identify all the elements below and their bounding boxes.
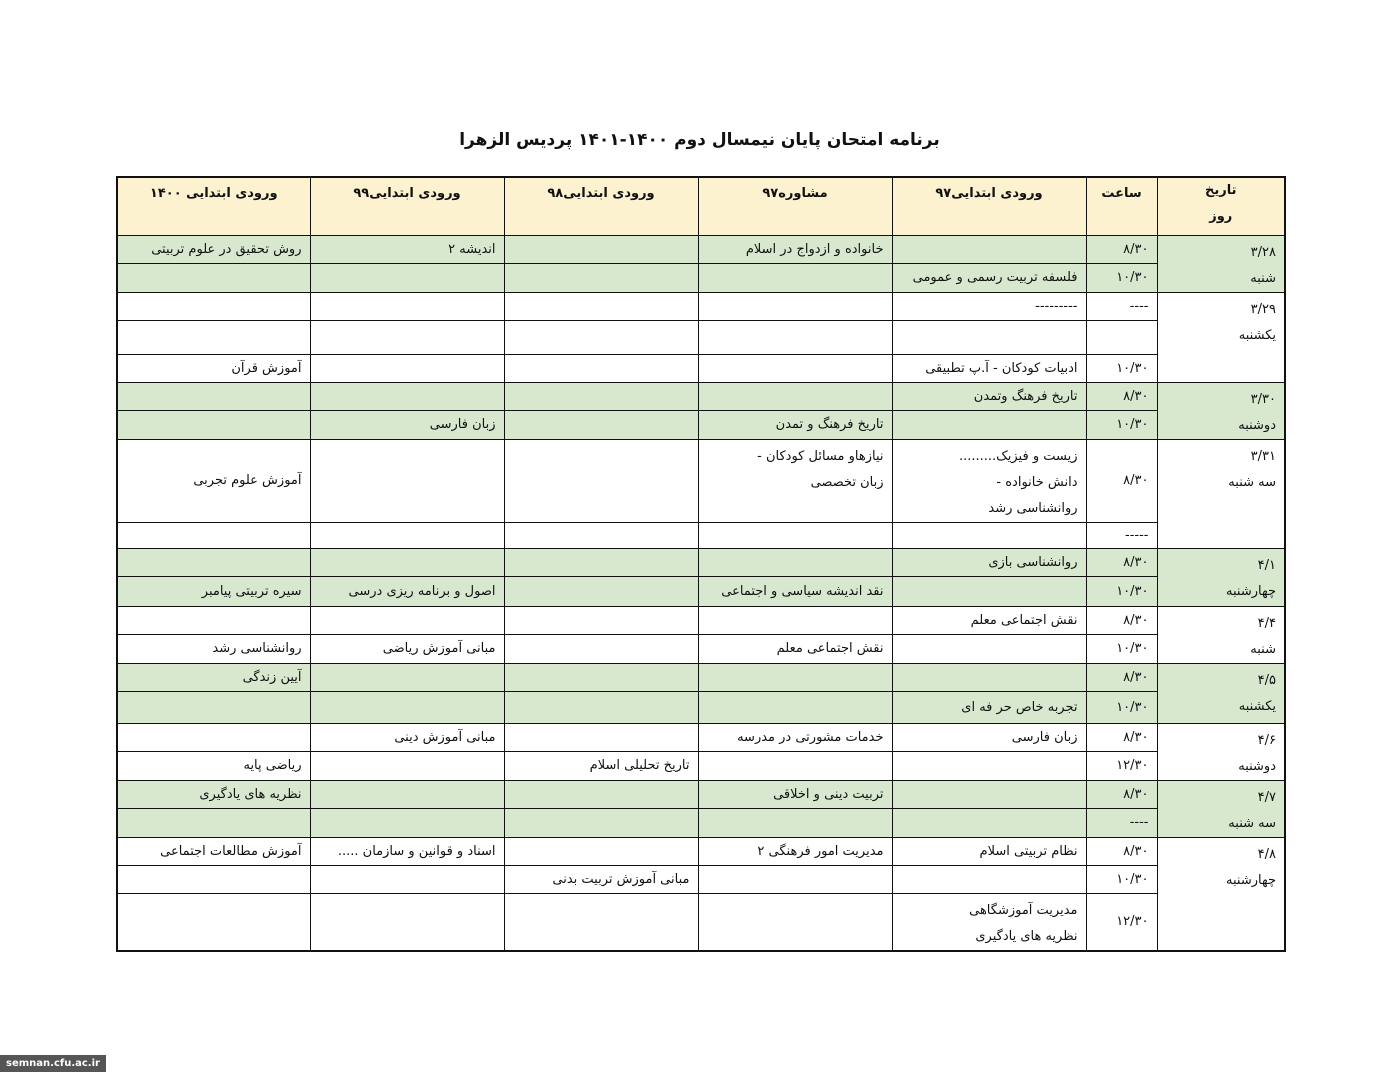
course-cell-c2 [698,292,892,320]
course-cell-c3 [504,354,698,382]
course-cell-c5: آموزش مطالعات اجتماعی [117,837,310,865]
header-col-3: ورودی ابتدایی۹۸ [504,177,698,235]
table-row [117,548,1285,576]
time-cell: ۱۰/۳۰ [1086,691,1157,723]
course-cell-c2: تاریخ فرهنگ و تمدن [698,411,892,440]
time-cell: ۸/۳۰ [1086,439,1157,522]
course-cell-c5 [117,292,310,320]
table-row [117,439,1285,522]
course-cell-c2 [698,752,892,781]
course-cell-c5 [117,320,310,354]
course-cell-c1: زبان فارسی [892,723,1086,752]
date-text: ۴/۸ [1257,846,1276,862]
header-date: تاریخ [1205,183,1237,198]
course-cell-c1 [892,635,1086,664]
course-cell-c1 [892,320,1086,354]
time-cell [1086,320,1157,354]
date-day-cell [1157,606,1285,663]
course-cell-c5: آیین زندگی [117,663,310,691]
date-text: ۳/۳۱ [1250,448,1276,464]
course-cell-c1: --------- [892,292,1086,320]
course-cell-c4 [310,893,504,951]
course-cell-c3 [504,382,698,411]
course-cell-c4 [310,382,504,411]
course-cell-c3 [504,809,698,838]
course-cell-c2 [698,264,892,293]
time-cell: ۱۰/۳۰ [1086,264,1157,293]
day-text: دوشنبه [1238,758,1276,774]
course-cell-c5 [117,382,310,411]
course-cell-c4: زبان فارسی [310,411,504,440]
course-cell-c4 [310,264,504,293]
course-cell-c2: مدیریت امور فرهنگی ۲ [698,837,892,865]
course-cell-c2: خانواده و ازدواج در اسلام [698,235,892,264]
course-cell-c3: تاریخ تحلیلی اسلام [504,752,698,781]
table-row [117,606,1285,635]
course-line: روانشناسی رشد [988,500,1078,516]
course-cell-c2 [698,865,892,893]
time-cell: ۱۰/۳۰ [1086,354,1157,382]
course-cell-c3: مبانی آموزش تربیت بدنی [504,865,698,893]
course-cell-c5 [117,723,310,752]
course-cell-c3 [504,606,698,635]
table-row [117,752,1285,781]
course-cell-c2 [698,382,892,411]
time-cell: ۱۰/۳۰ [1086,411,1157,440]
table-row [117,723,1285,752]
table-row [117,780,1285,809]
course-cell-c2: تربیت دینی و اخلاقی [698,780,892,809]
date-text: ۳/۲۹ [1250,301,1276,317]
course-cell-c4 [310,354,504,382]
course-cell-c4: مبانی آموزش ریاضی [310,635,504,664]
course-cell-c4: اسناد و قوانین و سازمان ..... [310,837,504,865]
course-cell-c5 [117,522,310,548]
course-line: دانش خانواده - [996,474,1078,490]
date-text: ۳/۳۰ [1250,391,1276,407]
time-cell: ۱۲/۳۰ [1086,752,1157,781]
date-day-cell [1157,548,1285,606]
course-cell-c4 [310,548,504,576]
course-cell-c5 [117,691,310,723]
course-cell-c2: نقش اجتماعی معلم [698,635,892,664]
course-cell-c2 [698,439,892,522]
date-text: ۴/۶ [1257,732,1276,748]
course-cell-c5 [117,606,310,635]
course-cell-c3 [504,522,698,548]
day-text: سه شنبه [1228,474,1276,490]
course-cell-c4: اندیشه ۲ [310,235,504,264]
course-cell-c1 [892,522,1086,548]
course-cell-c2 [698,809,892,838]
table-row [117,382,1285,411]
table-row [117,522,1285,548]
course-line: مدیریت آموزشگاهی [969,902,1078,918]
course-cell-c3 [504,235,698,264]
course-cell-c4 [310,439,504,522]
course-cell-c1 [892,439,1086,522]
course-cell-c2: نقد اندیشه سیاسی و اجتماعی [698,576,892,606]
course-cell-c3 [504,411,698,440]
course-cell-c2 [698,522,892,548]
table-row [117,691,1285,723]
course-cell-c3 [504,663,698,691]
time-cell: ۸/۳۰ [1086,382,1157,411]
table-row [117,320,1285,354]
course-cell-c4 [310,292,504,320]
course-cell-c4 [310,865,504,893]
course-cell-c3 [504,292,698,320]
course-cell-c2: خدمات مشورتی در مدرسه [698,723,892,752]
time-cell: ۸/۳۰ [1086,606,1157,635]
course-cell-c5: سیره تربیتی پیامبر [117,576,310,606]
time-cell: ۸/۳۰ [1086,235,1157,264]
time-cell: ---- [1086,809,1157,838]
course-cell-c1 [892,809,1086,838]
page-title: برنامه امتحان پایان نیمسال دوم ۱۴۰۰-۱۴۰۱ پردیس الزهرا [459,130,940,150]
time-cell: ---- [1086,292,1157,320]
time-cell: ۸/۳۰ [1086,663,1157,691]
course-cell-c1 [892,865,1086,893]
table-row [117,292,1285,320]
course-cell-c2 [698,354,892,382]
course-cell-c3 [504,576,698,606]
course-cell-c1 [892,663,1086,691]
day-text: شنبه [1250,270,1276,286]
date-text: ۴/۱ [1257,557,1276,573]
table-row [117,264,1285,293]
day-text: یکشنبه [1238,698,1276,714]
course-cell-c1: فلسفه تربیت رسمی و عمومی [892,264,1086,293]
course-cell-c4 [310,320,504,354]
course-cell-c1 [892,411,1086,440]
course-cell-c4 [310,522,504,548]
course-cell-c5: روانشناسی رشد [117,635,310,664]
course-line: نیازهاو مسائل کودکان - [757,448,884,464]
header-col-5: ورودی ابتدایی ۱۴۰۰ [117,177,310,235]
time-cell: ۱۰/۳۰ [1086,865,1157,893]
course-cell-c4 [310,752,504,781]
time-cell: ۱۰/۳۰ [1086,576,1157,606]
course-cell-c5: روش تحقیق در علوم تربیتی [117,235,310,264]
course-cell-c1: روانشناسی بازی [892,548,1086,576]
header-day: روز [1209,209,1233,224]
date-text: ۴/۵ [1257,672,1276,688]
header-date-day [1157,177,1285,235]
course-cell-c4: اصول و برنامه ریزی درسی [310,576,504,606]
course-cell-c3 [504,439,698,522]
course-cell-c3 [504,264,698,293]
header-time: ساعت [1086,177,1157,235]
course-cell-c1 [892,235,1086,264]
table-row [117,893,1285,951]
course-cell-c5: نظریه های یادگیری [117,780,310,809]
date-day-cell [1157,780,1285,837]
course-cell-c1 [892,780,1086,809]
header-col-2: مشاوره۹۷ [698,177,892,235]
course-cell-c2 [698,893,892,951]
day-text: چهارشنبه [1226,583,1276,599]
course-cell-c5: ریاضی پایه [117,752,310,781]
time-cell: ۸/۳۰ [1086,837,1157,865]
course-cell-c2 [698,320,892,354]
table-row [117,235,1285,264]
day-text: دوشنبه [1238,417,1276,433]
time-cell: ۸/۳۰ [1086,548,1157,576]
time-cell: ۸/۳۰ [1086,723,1157,752]
time-cell: ----- [1086,522,1157,548]
course-cell-c4: مبانی آموزش دینی [310,723,504,752]
course-line: نظریه های یادگیری [975,928,1078,944]
course-cell-c2 [698,691,892,723]
course-cell-c1 [892,752,1086,781]
date-text: ۴/۴ [1257,615,1276,631]
course-cell-c1 [892,576,1086,606]
course-cell-c1: ادبیات کودکان - آ.پ تطبیقی [892,354,1086,382]
header-col-1: ورودی ابتدایی۹۷ [892,177,1086,235]
header-row [117,177,1285,235]
site-watermark: semnan.cfu.ac.ir [0,1055,106,1072]
course-cell-c3 [504,691,698,723]
date-day-cell [1157,235,1285,292]
course-cell-c5 [117,548,310,576]
course-cell-c3 [504,723,698,752]
date-text: ۴/۷ [1257,789,1276,805]
day-text: شنبه [1250,641,1276,657]
course-cell-c3 [504,320,698,354]
course-cell-c5: آموزش علوم تجربی [117,439,310,522]
time-cell: ۱۲/۳۰ [1086,893,1157,951]
course-cell-c3 [504,837,698,865]
course-line: زیست و فیزیک......... [958,448,1078,464]
course-cell-c1: تجربه خاص حر فه ای [892,691,1086,723]
table-row [117,354,1285,382]
course-cell-c3 [504,780,698,809]
day-text: سه شنبه [1228,815,1276,831]
table-row [117,576,1285,606]
course-cell-c3 [504,635,698,664]
table-row [117,865,1285,893]
course-cell-c5 [117,893,310,951]
date-day-cell [1157,439,1285,548]
course-cell-c1 [892,893,1086,951]
course-cell-c1: نظام تربیتی اسلام [892,837,1086,865]
date-text: ۳/۲۸ [1250,244,1276,260]
course-cell-c2 [698,548,892,576]
course-cell-c4 [310,663,504,691]
course-cell-c3 [504,548,698,576]
date-day-cell [1157,723,1285,780]
course-cell-c5 [117,809,310,838]
course-cell-c1: تاریخ فرهنگ وتمدن [892,382,1086,411]
date-day-cell [1157,663,1285,723]
course-cell-c2 [698,606,892,635]
course-cell-c3 [504,893,698,951]
table-row [117,809,1285,838]
exam-schedule-table [116,176,1286,952]
day-text: چهارشنبه [1226,872,1276,888]
course-cell-c5 [117,411,310,440]
time-cell: ۸/۳۰ [1086,780,1157,809]
table-row [117,635,1285,664]
course-cell-c4 [310,691,504,723]
course-cell-c4 [310,809,504,838]
time-cell: ۱۰/۳۰ [1086,635,1157,664]
table-row [117,663,1285,691]
day-text: یکشنبه [1238,327,1276,343]
course-cell-c4 [310,780,504,809]
table-row [117,837,1285,865]
date-day-cell [1157,292,1285,382]
course-cell-c2 [698,663,892,691]
course-cell-c5: آموزش قرآن [117,354,310,382]
course-line: زبان تخصصی [810,474,884,490]
course-cell-c5 [117,264,310,293]
header-col-4: ورودی ابتدایی۹۹ [310,177,504,235]
date-day-cell [1157,382,1285,439]
course-cell-c5 [117,865,310,893]
schedule-body [117,235,1285,951]
course-cell-c1: نقش اجتماعی معلم [892,606,1086,635]
table-row [117,411,1285,440]
course-cell-c4 [310,606,504,635]
date-day-cell [1157,837,1285,951]
